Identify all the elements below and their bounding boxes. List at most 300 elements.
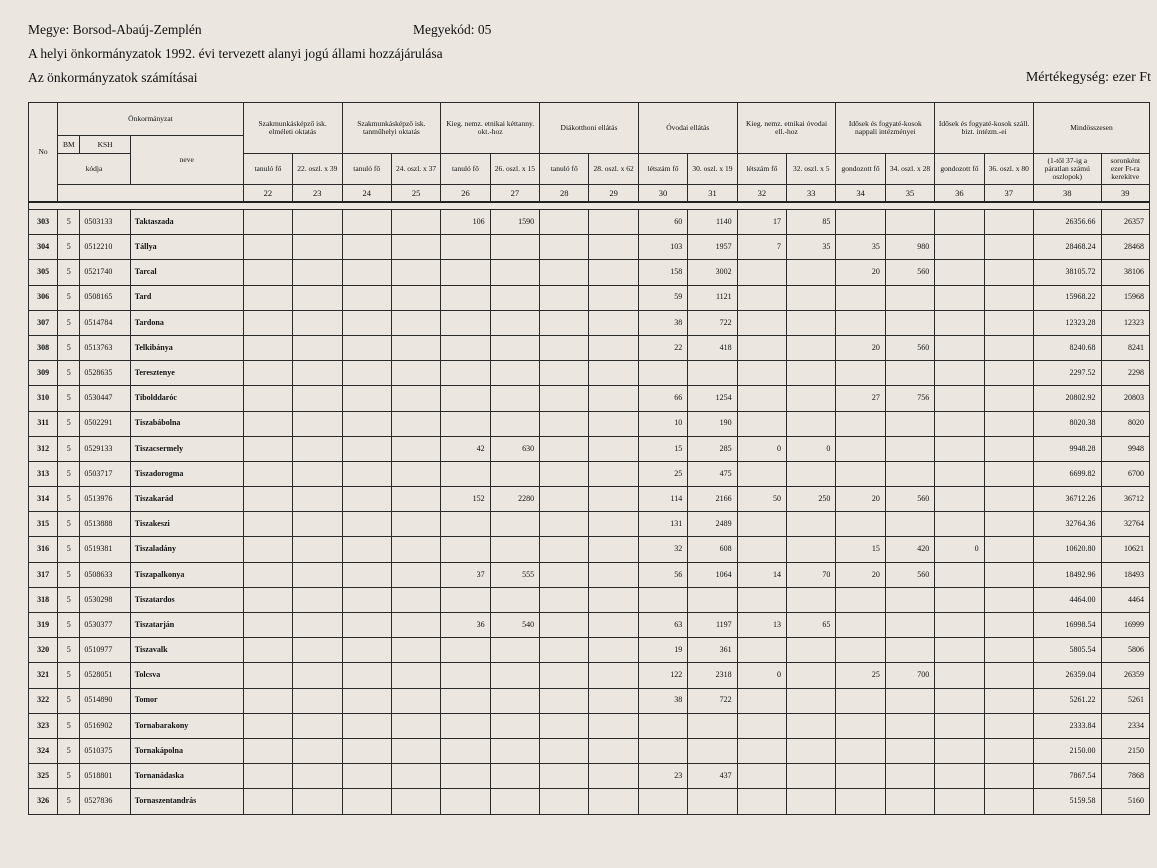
municipality-name: Tarcal — [130, 260, 243, 285]
value-cell — [836, 461, 885, 486]
value-cell — [589, 688, 638, 713]
value-cell — [787, 738, 836, 763]
value-cell — [984, 411, 1033, 436]
value-cell — [885, 512, 934, 537]
value-cell — [342, 789, 391, 814]
value-cell: 15968 — [1101, 285, 1149, 310]
value-cell — [540, 738, 589, 763]
value-cell — [540, 764, 589, 789]
column-number: 26 — [441, 185, 490, 203]
value-cell — [342, 537, 391, 562]
value-cell: 17 — [737, 210, 786, 235]
value-cell — [441, 411, 490, 436]
value-cell: 26359 — [1101, 663, 1149, 688]
value-cell — [391, 310, 440, 335]
value-cell — [391, 789, 440, 814]
value-cell — [293, 285, 342, 310]
value-cell — [243, 461, 292, 486]
value-cell — [243, 210, 292, 235]
bm-code: 5 — [58, 764, 80, 789]
bm-code: 5 — [58, 260, 80, 285]
value-cell: 14 — [737, 562, 786, 587]
row-number: 309 — [29, 361, 58, 386]
value-cell — [243, 663, 292, 688]
value-cell — [342, 613, 391, 638]
value-cell: 28468.24 — [1033, 235, 1101, 260]
value-cell — [441, 335, 490, 360]
value-cell — [836, 210, 885, 235]
ksh-code: 0513976 — [80, 487, 130, 512]
value-cell — [737, 411, 786, 436]
value-cell — [935, 285, 984, 310]
value-cell — [885, 411, 934, 436]
value-cell: 158 — [638, 260, 687, 285]
municipality-name: Tiszadorogma — [130, 461, 243, 486]
value-cell: 38105.72 — [1033, 260, 1101, 285]
value-cell — [391, 260, 440, 285]
table-row — [29, 512, 1150, 537]
group-header: Idősek és fogyaté-kosok nappali intézményei — [836, 103, 935, 154]
subhead-cell: 36. oszl. x 80 — [984, 154, 1033, 185]
row-number: 311 — [29, 411, 58, 436]
value-cell — [243, 638, 292, 663]
group-header: Idősek és fogyaté-kosok száll. bizt. intézm.-ei — [935, 103, 1034, 154]
value-cell — [589, 663, 638, 688]
value-cell: 1064 — [688, 562, 737, 587]
value-cell: 7 — [737, 235, 786, 260]
subhead-cell: (1-től 37-ig a páratlan számú oszlopok) — [1033, 154, 1101, 185]
value-cell — [589, 638, 638, 663]
value-cell — [589, 537, 638, 562]
bm-code: 5 — [58, 235, 80, 260]
row-number: 308 — [29, 335, 58, 360]
subhead-cell: gondozott fő — [935, 154, 984, 185]
value-cell — [787, 260, 836, 285]
value-cell — [441, 461, 490, 486]
value-cell — [441, 764, 490, 789]
value-cell — [342, 638, 391, 663]
value-cell: 4464 — [1101, 587, 1149, 612]
value-cell: 250 — [787, 487, 836, 512]
value-cell — [391, 562, 440, 587]
value-cell — [787, 764, 836, 789]
value-cell — [540, 789, 589, 814]
no-header: No — [29, 103, 58, 203]
value-cell — [293, 738, 342, 763]
value-cell — [589, 713, 638, 738]
value-cell — [935, 461, 984, 486]
table-row — [29, 487, 1150, 512]
value-cell — [836, 638, 885, 663]
value-cell — [540, 688, 589, 713]
subhead-cell: tanuló fő — [243, 154, 292, 185]
value-cell: 20 — [836, 562, 885, 587]
group-header: Kieg. nemz. etnikai óvodai ell.-hoz — [737, 103, 836, 154]
value-cell: 2280 — [490, 487, 539, 512]
value-cell — [441, 260, 490, 285]
subhead-cell: tanuló fő — [441, 154, 490, 185]
value-cell — [935, 789, 984, 814]
subhead-cell: létszám fő — [638, 154, 687, 185]
group-header: Szakmunkásképző isk. elméleti oktatás — [243, 103, 342, 154]
value-cell: 2489 — [688, 512, 737, 537]
value-cell: 8241 — [1101, 335, 1149, 360]
table-row — [29, 461, 1150, 486]
municipality-name: Tardona — [130, 310, 243, 335]
value-cell — [737, 764, 786, 789]
value-cell — [540, 713, 589, 738]
row-number: 317 — [29, 562, 58, 587]
value-cell — [490, 260, 539, 285]
value-cell — [391, 663, 440, 688]
value-cell — [490, 512, 539, 537]
value-cell — [293, 587, 342, 612]
value-cell — [787, 461, 836, 486]
value-cell — [935, 638, 984, 663]
value-cell — [935, 562, 984, 587]
value-cell — [441, 638, 490, 663]
bm-code: 5 — [58, 562, 80, 587]
value-cell — [787, 361, 836, 386]
group-header: Mindösszesen — [1033, 103, 1149, 154]
value-cell — [589, 235, 638, 260]
row-number: 325 — [29, 764, 58, 789]
value-cell — [737, 512, 786, 537]
value-cell — [243, 436, 292, 461]
table-row — [29, 285, 1150, 310]
value-cell — [540, 487, 589, 512]
value-cell — [885, 436, 934, 461]
value-cell: 190 — [688, 411, 737, 436]
value-cell: 25 — [638, 461, 687, 486]
value-cell — [589, 587, 638, 612]
value-cell — [293, 335, 342, 360]
value-cell — [391, 587, 440, 612]
value-cell — [984, 386, 1033, 411]
municipality-name: Tornakápolna — [130, 738, 243, 763]
value-cell: 38 — [638, 310, 687, 335]
value-cell — [836, 738, 885, 763]
value-cell — [836, 587, 885, 612]
value-cell — [243, 512, 292, 537]
bm-code: 5 — [58, 461, 80, 486]
value-cell — [836, 512, 885, 537]
value-cell: 3002 — [688, 260, 737, 285]
value-cell: 6700 — [1101, 461, 1149, 486]
municipality-name: Tiszapalkonya — [130, 562, 243, 587]
value-cell — [787, 512, 836, 537]
ksh-code: 0516902 — [80, 713, 130, 738]
value-cell — [243, 235, 292, 260]
value-cell — [984, 789, 1033, 814]
value-cell — [391, 386, 440, 411]
value-cell — [737, 361, 786, 386]
value-cell — [342, 386, 391, 411]
value-cell — [293, 764, 342, 789]
table-row — [29, 663, 1150, 688]
subhead-cell: tanuló fő — [342, 154, 391, 185]
value-cell: 38 — [638, 688, 687, 713]
value-cell — [935, 512, 984, 537]
value-cell — [787, 638, 836, 663]
column-number: 22 — [243, 185, 292, 203]
value-cell — [243, 764, 292, 789]
value-cell — [787, 310, 836, 335]
municipality-name: Teresztenye — [130, 361, 243, 386]
ksh-code: 0519381 — [80, 537, 130, 562]
value-cell: 85 — [787, 210, 836, 235]
column-number: 38 — [1033, 185, 1101, 203]
value-cell: 12323 — [1101, 310, 1149, 335]
value-cell — [638, 789, 687, 814]
value-cell — [836, 411, 885, 436]
value-cell: 1140 — [688, 210, 737, 235]
value-cell — [935, 613, 984, 638]
ksh-code: 0514890 — [80, 688, 130, 713]
value-cell — [885, 285, 934, 310]
value-cell: 5261.22 — [1033, 688, 1101, 713]
value-cell — [441, 361, 490, 386]
value-cell — [787, 537, 836, 562]
value-cell — [885, 764, 934, 789]
value-cell: 1121 — [688, 285, 737, 310]
value-cell — [540, 386, 589, 411]
value-cell — [935, 260, 984, 285]
value-cell — [589, 411, 638, 436]
value-cell — [885, 688, 934, 713]
value-cell — [935, 436, 984, 461]
subhead-cell: 26. oszl. x 15 — [490, 154, 539, 185]
row-number: 324 — [29, 738, 58, 763]
ksh-code: 0513888 — [80, 512, 130, 537]
value-cell: 18492.96 — [1033, 562, 1101, 587]
value-cell: 27 — [836, 386, 885, 411]
value-cell — [490, 461, 539, 486]
value-cell: 35 — [787, 235, 836, 260]
value-cell: 1197 — [688, 613, 737, 638]
ksh-code: 0528635 — [80, 361, 130, 386]
column-number: 33 — [787, 185, 836, 203]
value-cell — [589, 260, 638, 285]
value-cell: 20803 — [1101, 386, 1149, 411]
value-cell — [342, 235, 391, 260]
column-number: 35 — [885, 185, 934, 203]
value-cell — [540, 638, 589, 663]
value-cell — [885, 638, 934, 663]
municipality-name: Tornanádaska — [130, 764, 243, 789]
table-row — [29, 260, 1150, 285]
value-cell: 50 — [737, 487, 786, 512]
value-cell — [293, 562, 342, 587]
value-cell — [293, 235, 342, 260]
value-cell — [589, 361, 638, 386]
subhead-cell: tanuló fő — [540, 154, 589, 185]
value-cell — [885, 713, 934, 738]
value-cell — [935, 235, 984, 260]
value-cell: 25 — [836, 663, 885, 688]
value-cell — [885, 789, 934, 814]
row-number: 321 — [29, 663, 58, 688]
value-cell — [490, 235, 539, 260]
column-number: 29 — [589, 185, 638, 203]
table-row — [29, 310, 1150, 335]
ksh-header: KSH — [80, 136, 130, 154]
value-cell — [688, 789, 737, 814]
column-number: 27 — [490, 185, 539, 203]
value-cell: 15 — [638, 436, 687, 461]
document-title: A helyi önkormányzatok 1992. évi tervezett alanyi jogú állami hozzájárulása — [28, 46, 443, 61]
value-cell: 20 — [836, 335, 885, 360]
municipality-name: Tiszabábolna — [130, 411, 243, 436]
ksh-code: 0530447 — [80, 386, 130, 411]
value-cell: 103 — [638, 235, 687, 260]
value-cell — [441, 688, 490, 713]
ksh-code: 0513763 — [80, 335, 130, 360]
value-cell — [490, 688, 539, 713]
value-cell — [243, 386, 292, 411]
value-cell: 560 — [885, 260, 934, 285]
value-cell — [243, 310, 292, 335]
value-cell — [935, 386, 984, 411]
value-cell: 38106 — [1101, 260, 1149, 285]
value-cell — [984, 235, 1033, 260]
value-cell — [243, 613, 292, 638]
value-cell — [391, 285, 440, 310]
value-cell: 0 — [935, 537, 984, 562]
value-cell — [737, 386, 786, 411]
row-number: 303 — [29, 210, 58, 235]
value-cell — [441, 663, 490, 688]
value-cell — [589, 613, 638, 638]
table-row — [29, 361, 1150, 386]
column-number: 31 — [688, 185, 737, 203]
value-cell: 630 — [490, 436, 539, 461]
value-cell — [935, 361, 984, 386]
value-cell — [342, 210, 391, 235]
table-row — [29, 537, 1150, 562]
value-cell — [342, 285, 391, 310]
value-cell — [490, 738, 539, 763]
ksh-code: 0502291 — [80, 411, 130, 436]
value-cell: 9948 — [1101, 436, 1149, 461]
group-header: Kieg. nemz. etnikai kéttanny. okt.-hoz — [441, 103, 540, 154]
bm-code: 5 — [58, 613, 80, 638]
municipality-name: Tiszacsermely — [130, 436, 243, 461]
value-cell — [293, 310, 342, 335]
value-cell: 5806 — [1101, 638, 1149, 663]
table-row — [29, 335, 1150, 360]
value-cell — [243, 738, 292, 763]
bm-code: 5 — [58, 587, 80, 612]
value-cell — [540, 436, 589, 461]
value-cell — [391, 335, 440, 360]
value-cell — [984, 688, 1033, 713]
value-cell — [243, 335, 292, 360]
group-header: Óvodai ellátás — [638, 103, 737, 154]
bm-code: 5 — [58, 436, 80, 461]
value-cell — [342, 436, 391, 461]
value-cell — [391, 235, 440, 260]
value-cell: 361 — [688, 638, 737, 663]
value-cell — [885, 613, 934, 638]
value-cell — [293, 436, 342, 461]
value-cell: 42 — [441, 436, 490, 461]
bm-code: 5 — [58, 663, 80, 688]
value-cell: 420 — [885, 537, 934, 562]
ksh-code: 0527836 — [80, 789, 130, 814]
value-cell — [688, 738, 737, 763]
value-cell: 56 — [638, 562, 687, 587]
value-cell — [540, 260, 589, 285]
value-cell — [836, 436, 885, 461]
municipality-name: Tiszatardos — [130, 587, 243, 612]
value-cell: 2334 — [1101, 713, 1149, 738]
value-cell: 32764.36 — [1033, 512, 1101, 537]
value-cell — [638, 738, 687, 763]
value-cell — [885, 738, 934, 763]
value-cell — [391, 688, 440, 713]
value-cell: 15 — [836, 537, 885, 562]
value-cell: 16998.54 — [1033, 613, 1101, 638]
value-cell — [391, 638, 440, 663]
value-cell — [243, 260, 292, 285]
value-cell: 65 — [787, 613, 836, 638]
value-cell — [342, 764, 391, 789]
value-cell — [836, 688, 885, 713]
value-cell — [293, 386, 342, 411]
value-cell: 10620.80 — [1033, 537, 1101, 562]
bm-code: 5 — [58, 285, 80, 310]
column-number: 39 — [1101, 185, 1149, 203]
value-cell — [342, 335, 391, 360]
value-cell — [984, 335, 1033, 360]
bm-code: 5 — [58, 335, 80, 360]
row-number: 314 — [29, 487, 58, 512]
municipality-name: Tornabarakony — [130, 713, 243, 738]
value-cell — [737, 713, 786, 738]
value-cell: 60 — [638, 210, 687, 235]
value-cell — [984, 537, 1033, 562]
value-cell — [638, 361, 687, 386]
value-cell — [540, 235, 589, 260]
value-cell: 23 — [638, 764, 687, 789]
value-cell — [787, 411, 836, 436]
value-cell: 2297.52 — [1033, 361, 1101, 386]
column-number: 37 — [984, 185, 1033, 203]
value-cell — [737, 688, 786, 713]
value-cell: 0 — [787, 436, 836, 461]
value-cell — [293, 613, 342, 638]
value-cell — [688, 361, 737, 386]
column-number: 36 — [935, 185, 984, 203]
table-row — [29, 789, 1150, 814]
value-cell — [589, 310, 638, 335]
ksh-code: 0521740 — [80, 260, 130, 285]
bm-code: 5 — [58, 210, 80, 235]
municipality-name: Tibolddaróc — [130, 386, 243, 411]
value-cell: 540 — [490, 613, 539, 638]
value-cell: 8240.68 — [1033, 335, 1101, 360]
value-cell — [342, 487, 391, 512]
value-cell — [540, 210, 589, 235]
group-header: Szakmunkásképző isk. tanműhelyi oktatás — [342, 103, 441, 154]
column-number: 24 — [342, 185, 391, 203]
value-cell: 20 — [836, 260, 885, 285]
value-cell — [391, 764, 440, 789]
bm-code: 5 — [58, 537, 80, 562]
ksh-code: 0508165 — [80, 285, 130, 310]
value-cell — [787, 335, 836, 360]
